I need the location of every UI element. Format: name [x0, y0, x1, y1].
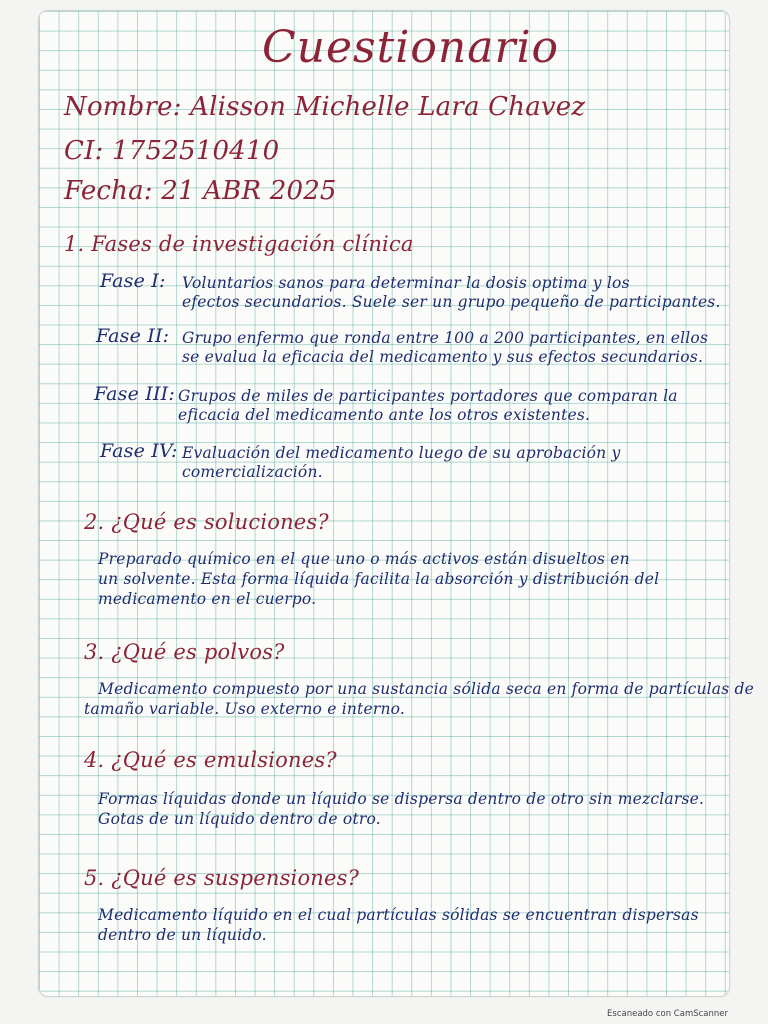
answer-2-line: medicamento en el cuerpo.: [98, 590, 317, 608]
fase-1-label: Fase I:: [100, 270, 166, 292]
answer-2-line: Preparado químico en el que uno o más activos están disueltos en: [98, 550, 630, 568]
answer-3-line: Medicamento compuesto por una sustancia sólida seca en forma de partículas de: [98, 680, 755, 698]
answer-5-line: dentro de un líquido.: [98, 926, 267, 944]
answer-4-line: Formas líquidas donde un líquido se dispersa dentro de otro sin mezclarse.: [98, 790, 705, 808]
fase-3-label: Fase III:: [94, 383, 175, 405]
fase-1-text: efectos secundarios. Suele ser un grupo pequeño de participantes.: [182, 293, 721, 311]
fase-4-text: Evaluación del medicamento luego de su aprobación y: [182, 444, 621, 462]
date-line: Fecha: 21 ABR 2025: [64, 176, 337, 206]
answer-2-line: un solvente. Esta forma líquida facilita la absorción y distribución del: [98, 570, 660, 588]
scanner-watermark: Escaneado con CamScanner: [607, 1009, 728, 1019]
fase-3-text: eficacia del medicamento ante los otros existentes.: [178, 406, 591, 424]
fase-2-label: Fase II:: [96, 325, 170, 347]
question-3: 3. ¿Qué es polvos?: [84, 640, 285, 664]
answer-4-line: Gotas de un líquido dentro de otro.: [98, 810, 381, 828]
student-id: CI: 1752510410: [64, 136, 280, 166]
question-2: 2. ¿Qué es soluciones?: [84, 510, 329, 534]
fase-4-label: Fase IV:: [100, 440, 178, 462]
answer-5-line: Medicamento líquido en el cual partículas sólidas se encuentran dispersas: [98, 906, 699, 924]
fase-3-text: Grupos de miles de participantes portadores que comparan la: [178, 387, 678, 405]
answer-3-line: tamaño variable. Uso externo e interno.: [84, 700, 406, 718]
page-title: Cuestionario: [262, 22, 560, 73]
fase-4-text: comercialización.: [182, 463, 323, 481]
question-4: 4. ¿Qué es emulsiones?: [84, 748, 337, 772]
question-1: 1. Fases de investigación clínica: [64, 232, 414, 256]
student-name: Nombre: Alisson Michelle Lara Chavez: [64, 92, 586, 122]
fase-2-text: Grupo enfermo que ronda entre 100 a 200 participantes, en ellos: [182, 329, 709, 347]
fase-2-text: se evalua la eficacia del medicamento y sus efectos secundarios.: [182, 348, 704, 366]
fase-1-text: Voluntarios sanos para determinar la dosis optima y los: [182, 274, 630, 292]
question-5: 5. ¿Qué es suspensiones?: [84, 866, 360, 890]
